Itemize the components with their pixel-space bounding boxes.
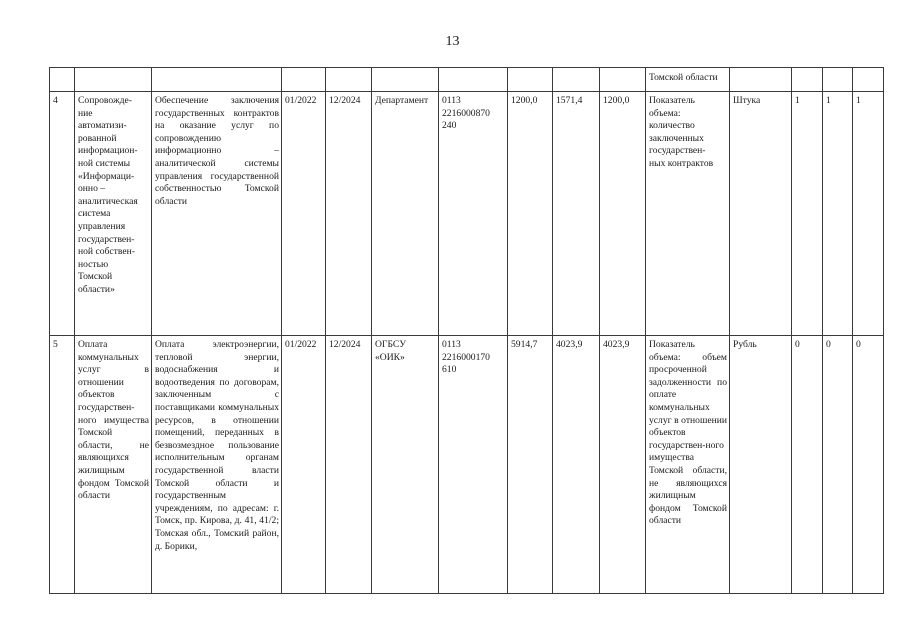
cell-q1: 1 [792, 92, 823, 336]
cell-description [152, 68, 282, 92]
cell-indicator: Показатель объема: объем просроченной задолженности по оплате коммунальных услуг в отношении объектов государствен-ного имущества Томской области, не являющихся жилищным фондом Томской области [646, 336, 730, 594]
cell-q2 [823, 68, 853, 92]
cell-code: 0113 2216000170 610 [439, 336, 508, 594]
cell-q3 [853, 68, 884, 92]
cell-q1: 0 [792, 336, 823, 594]
cell-value3: 4023,9 [600, 336, 646, 594]
table-row [50, 336, 884, 594]
cell-code: 0113 2216000870 240 [439, 92, 508, 336]
table-row-continuation [50, 68, 884, 92]
program-activities-table [49, 67, 884, 594]
cell-unit: Рубль [730, 336, 792, 594]
cell-end: 12/2024 [326, 92, 372, 336]
cell-name: Оплата коммунальных услуг в отношении объектов государствен-ного имущества Томской области, не являющихся жилищным фондом Томской области [75, 336, 152, 594]
cell-executor: ОГБСУ «ОИК» [372, 336, 439, 594]
cell-start: 01/2022 [282, 92, 326, 336]
cell-value3: 1200,0 [600, 92, 646, 336]
cell-description: Обеспечение заключения государственных контрактов на оказание услуг по сопровождению информационно – аналитической системы управления государственной собственностью Томской области [152, 92, 282, 336]
cell-unit [730, 68, 792, 92]
cell-value1 [508, 68, 553, 92]
cell-executor: Департамент [372, 92, 439, 336]
cell-num: 5 [50, 336, 75, 594]
cell-num [50, 68, 75, 92]
cell-q1 [792, 68, 823, 92]
cell-value3 [600, 68, 646, 92]
cell-q2: 0 [823, 336, 853, 594]
cell-start: 01/2022 [282, 336, 326, 594]
cell-unit: Штука [730, 92, 792, 336]
cell-value2: 1571,4 [553, 92, 600, 336]
cell-description: Оплата электроэнергии, тепловой энергии, водоснабжения и водоотведения по договорам, заключенным с поставщиками коммунальных ресурсов, в отношении помещений, переданных в безвозмездное пользование исполнительным органам государственной власти Томской области и государственным учреждениям, по адресам: г. Томск, пр. Кирова, д. 41, 41/2; Томская обл., Томский район, д. Борики, [152, 336, 282, 594]
cell-value1: 5914,7 [508, 336, 553, 594]
cell-indicator: Томской области [646, 68, 730, 92]
table-row [50, 92, 884, 336]
cell-value2 [553, 68, 600, 92]
cell-num: 4 [50, 92, 75, 336]
cell-indicator: Показатель объема: количество заключенных государствен- ных контрактов [646, 92, 730, 336]
cell-code [439, 68, 508, 92]
cell-q3: 1 [853, 92, 884, 336]
cell-q3: 0 [853, 336, 884, 594]
cell-value1: 1200,0 [508, 92, 553, 336]
cell-end [326, 68, 372, 92]
cell-q2: 1 [823, 92, 853, 336]
page-number: 13 [445, 34, 460, 49]
cell-executor [372, 68, 439, 92]
cell-end: 12/2024 [326, 336, 372, 594]
cell-name: Сопровожде- ние автоматизи- рованной информацион- ной системы «Информаци- онно – аналитическая система управления государствен- ной собствен- ностью Томской области» [75, 92, 152, 336]
cell-start [282, 68, 326, 92]
cell-value2: 4023,9 [553, 336, 600, 594]
cell-name [75, 68, 152, 92]
